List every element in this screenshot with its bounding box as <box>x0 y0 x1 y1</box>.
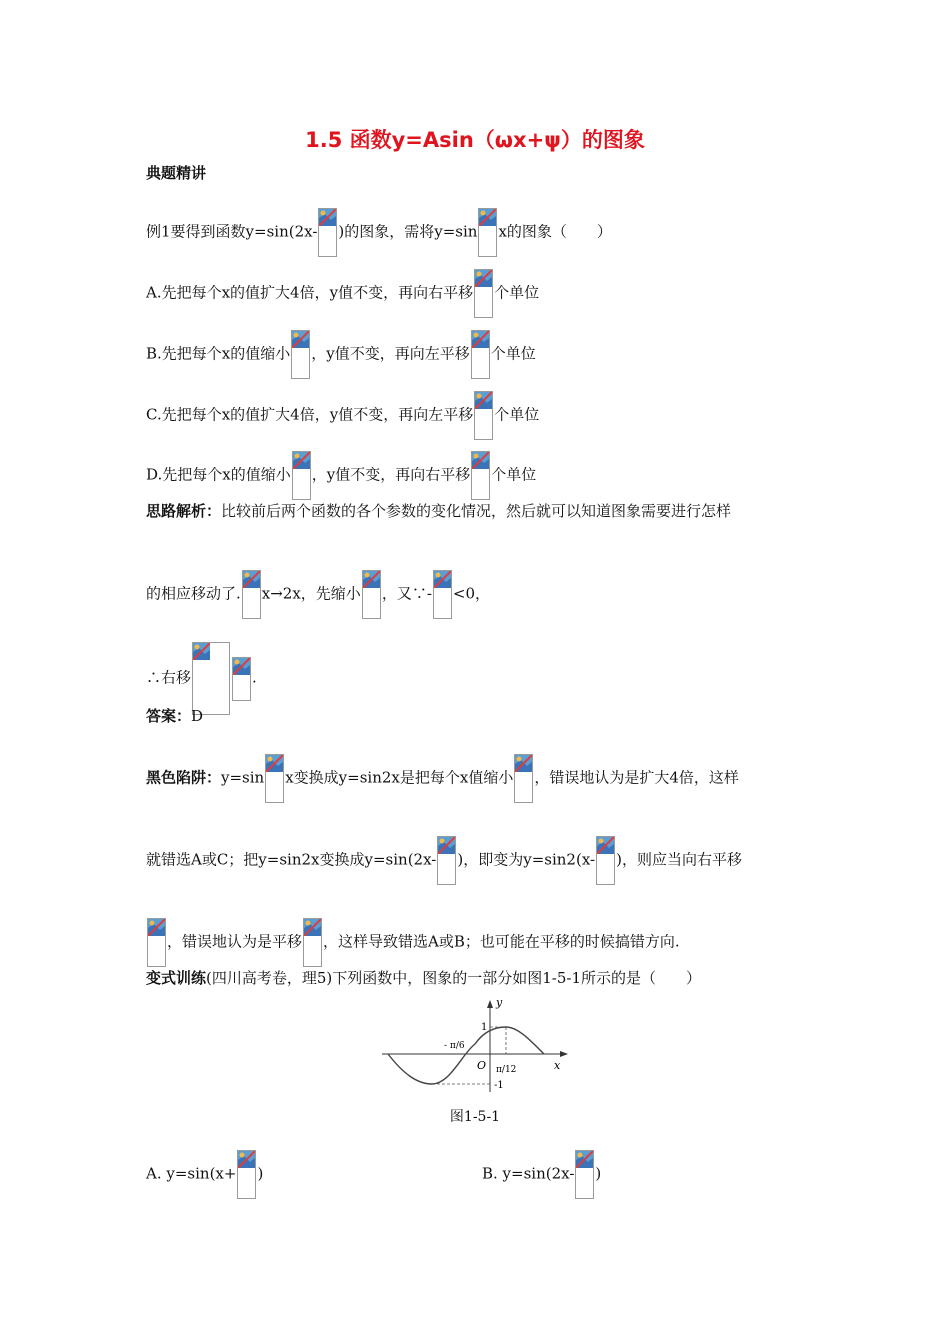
origin-label: O <box>477 1059 487 1072</box>
analysis-text-1: 比较前后两个函数的各个参数的变化情况，然后就可以知道图象需要进行怎样 <box>221 502 732 520</box>
sine-graph-figure <box>378 992 574 1096</box>
choice-a-text: A. y=sin(x+ <box>146 1164 237 1183</box>
formula-image-icon <box>237 1150 256 1199</box>
option-b-mid: ，y值不变，再向左平移 <box>311 344 470 363</box>
pitfall-label: 黑色陷阱： <box>146 768 222 787</box>
option-b-text: B.先把每个x的值缩小 <box>146 344 291 363</box>
answer-label: 答案： <box>146 707 192 725</box>
pitfall-line-2 <box>146 836 742 885</box>
sine-curve <box>388 1027 544 1084</box>
figure-caption: 图1-5-1 <box>449 1109 501 1125</box>
formula-image-icon <box>292 451 311 500</box>
formula-image-icon <box>232 657 251 701</box>
pitfall-text-3a: ，错误地认为是平移 <box>167 932 303 951</box>
pitfall-text-1a: y=sin <box>221 768 265 787</box>
formula-image-icon <box>596 836 615 885</box>
choice-b-suffix: ) <box>595 1164 602 1183</box>
formula-image-icon <box>265 754 284 803</box>
pitfall-line-3 <box>146 918 680 967</box>
section-heading: 典题精讲 <box>146 164 207 182</box>
option-a <box>146 269 539 318</box>
y-neg-one-label: -1 <box>494 1080 504 1091</box>
option-c-suffix: 个单位 <box>494 405 540 424</box>
variant-line <box>146 967 701 989</box>
formula-image-icon <box>147 918 166 967</box>
option-c-text: C.先把每个x的值扩大4倍，y值不变，再向左平移 <box>146 405 474 424</box>
analysis-label: 思路解析： <box>146 502 222 520</box>
x-axis-label: x <box>554 1059 561 1072</box>
formula-image-icon <box>318 208 337 257</box>
analysis-text-2c: ，又∵- <box>381 584 432 603</box>
option-a-text: A.先把每个x的值扩大4倍，y值不变，再向右平移 <box>146 283 474 302</box>
neg-pi-6-label: - π/6 <box>444 1041 465 1051</box>
example1-text-c: x的图象（ ） <box>498 222 612 241</box>
formula-image-icon <box>471 451 490 500</box>
formula-image-icon <box>433 570 452 619</box>
y-axis-label: y <box>496 996 503 1009</box>
choice-b <box>482 1150 601 1199</box>
formula-image-icon <box>437 836 456 885</box>
example1-text-a: 例1要得到函数y=sin(2x- <box>146 222 318 241</box>
option-d <box>146 451 536 500</box>
analysis-text-2a: 的相应移动了. <box>146 584 241 603</box>
formula-image-icon <box>291 330 310 379</box>
formula-image-icon <box>478 208 497 257</box>
pitfall-line-1 <box>146 754 739 803</box>
choice-a <box>146 1150 263 1199</box>
pitfall-text-2a: 就错选A或C；把y=sin2x变换成y=sin(2x- <box>146 850 437 869</box>
y-axis-arrow-icon <box>487 1000 493 1008</box>
option-b <box>146 330 536 379</box>
answer-line <box>146 705 203 727</box>
formula-image-icon <box>474 391 493 440</box>
analysis-text-3a: ∴右移 <box>146 668 192 687</box>
formula-image-icon <box>362 570 381 619</box>
formula-image-icon <box>575 1150 594 1199</box>
example1-text-b: )的图象，需将y=sin <box>338 222 478 241</box>
formula-image-icon <box>514 754 533 803</box>
x-axis-arrow-icon <box>560 1051 568 1057</box>
pitfall-text-1c: ，错误地认为是扩大4倍，这样 <box>534 768 739 787</box>
analysis-line-1 <box>146 500 731 522</box>
option-d-suffix: 个单位 <box>491 465 537 484</box>
answer-value: D <box>191 707 204 725</box>
formula-image-icon <box>242 570 261 619</box>
example1-question <box>146 208 612 257</box>
analysis-text-3b: . <box>252 668 257 687</box>
pitfall-text-3b: ，这样导致错选A或B；也可能在平移的时候搞错方向. <box>323 932 680 951</box>
option-b-suffix: 个单位 <box>490 344 536 363</box>
page-title: 1.5 函数y=Asin（ωx+ψ）的图象 <box>305 128 645 152</box>
choice-b-text: B. y=sin(2x- <box>482 1164 575 1183</box>
formula-image-icon <box>303 918 322 967</box>
pitfall-text-2b: )，即变为y=sin2(x- <box>457 850 596 869</box>
option-a-suffix: 个单位 <box>494 283 540 302</box>
pitfall-text-1b: x变换成y=sin2x是把每个x值缩小 <box>285 768 514 787</box>
variant-text: (四川高考卷，理5)下列函数中，图象的一部分如图1-5-1所示的是（ ） <box>206 969 702 987</box>
analysis-line-2 <box>146 570 490 619</box>
analysis-text-2b: x→2x，先缩小 <box>261 584 361 603</box>
y-one-label: 1 <box>481 1022 488 1033</box>
choice-a-suffix: ) <box>257 1164 264 1183</box>
option-d-text: D.先把每个x的值缩小 <box>146 465 291 484</box>
option-c <box>146 391 539 440</box>
option-d-mid: ，y值不变，再向右平移 <box>311 465 471 484</box>
pi-12-label: π/12 <box>496 1065 517 1075</box>
formula-image-icon <box>471 330 490 379</box>
analysis-text-2d: <0， <box>452 584 491 603</box>
formula-image-icon <box>474 269 493 318</box>
variant-label: 变式训练 <box>146 969 207 987</box>
pitfall-text-2c: )，则应当向右平移 <box>616 850 742 869</box>
